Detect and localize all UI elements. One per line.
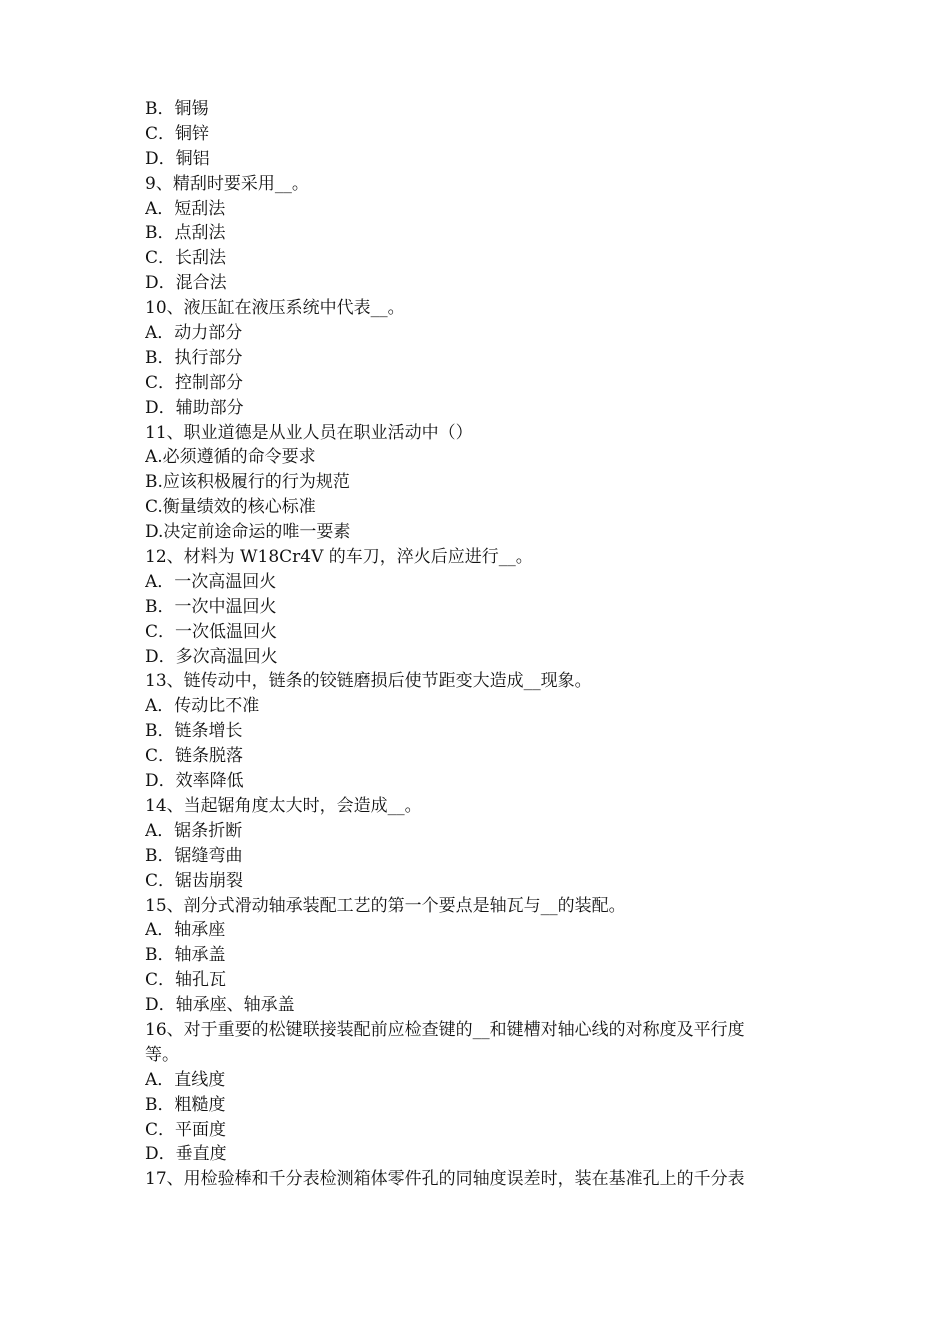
text-line: A．锯条折断 — [145, 820, 243, 841]
text-line: C．链条脱落 — [145, 746, 244, 767]
text-line: 12、材料为 W18Cr4V 的车刀，淬火后应进行__。 — [145, 547, 533, 568]
text-line: B．执行部分 — [145, 347, 243, 368]
text-line: D．轴承座、轴承盖 — [145, 995, 295, 1016]
text-line: D．多次高温回火 — [145, 646, 278, 667]
text-line: 13、链传动中，链条的铰链磨损后使节距变大造成__现象。 — [145, 671, 592, 692]
text-line: 等。 — [145, 1044, 179, 1065]
text-line: C．长刮法 — [145, 248, 227, 269]
text-line: B.应该积极履行的行为规范 — [145, 472, 350, 493]
text-line: A．动力部分 — [145, 323, 243, 344]
text-line: C．轴孔瓦 — [145, 970, 227, 991]
text-line: C．锯齿崩裂 — [145, 870, 244, 891]
text-line: A.必须遵循的命令要求 — [145, 447, 316, 468]
text-line: D.决定前途命运的唯一要素 — [145, 522, 351, 543]
text-line: 17、用检验棒和千分表检测箱体零件孔的同轴度误差时，装在基准孔上的千分表 — [145, 1169, 745, 1190]
text-line: C.衡量绩效的核心标准 — [145, 497, 316, 518]
text-line: B．轴承盖 — [145, 945, 226, 966]
text-line: D．铜铝 — [145, 148, 210, 169]
text-line: 11、职业道德是从业人员在职业活动中（） — [145, 422, 473, 443]
text-line: A．直线度 — [145, 1069, 226, 1090]
text-line: A．传动比不准 — [145, 696, 260, 717]
text-line: C．铜锌 — [145, 123, 210, 144]
text-line: C．一次低温回火 — [145, 621, 278, 642]
text-line: D．垂直度 — [145, 1144, 227, 1165]
text-line: C．控制部分 — [145, 372, 244, 393]
text-line: D．混合法 — [145, 273, 227, 294]
text-line: B．粗糙度 — [145, 1094, 226, 1115]
text-line: D．辅助部分 — [145, 397, 244, 418]
text-line: B．一次中温回火 — [145, 596, 277, 617]
text-line: B．铜锡 — [145, 99, 209, 119]
text-line: B．锯缝弯曲 — [145, 845, 243, 866]
text-line: B．点刮法 — [145, 223, 226, 244]
text-line: 9、精刮时要采用__。 — [145, 173, 309, 194]
text-line: 14、当起锯角度太大时，会造成__。 — [145, 795, 422, 816]
text-line: D．效率降低 — [145, 771, 244, 792]
text-line: 10、液压缸在液压系统中代表__。 — [145, 298, 405, 319]
document-body — [145, 97, 813, 1192]
text-line: B．链条增长 — [145, 721, 243, 742]
text-line: A．短刮法 — [145, 198, 226, 219]
text-line: A．轴承座 — [145, 920, 226, 941]
text-line: 15、剖分式滑动轴承装配工艺的第一个要点是轴瓦与__的装配。 — [145, 895, 626, 916]
text-line: A．一次高温回火 — [145, 571, 277, 592]
text-line: 16、对于重要的松键联接装配前应检查键的__和键槽对轴心线的对称度及平行度 — [145, 1019, 745, 1040]
text-line: C．平面度 — [145, 1119, 227, 1140]
